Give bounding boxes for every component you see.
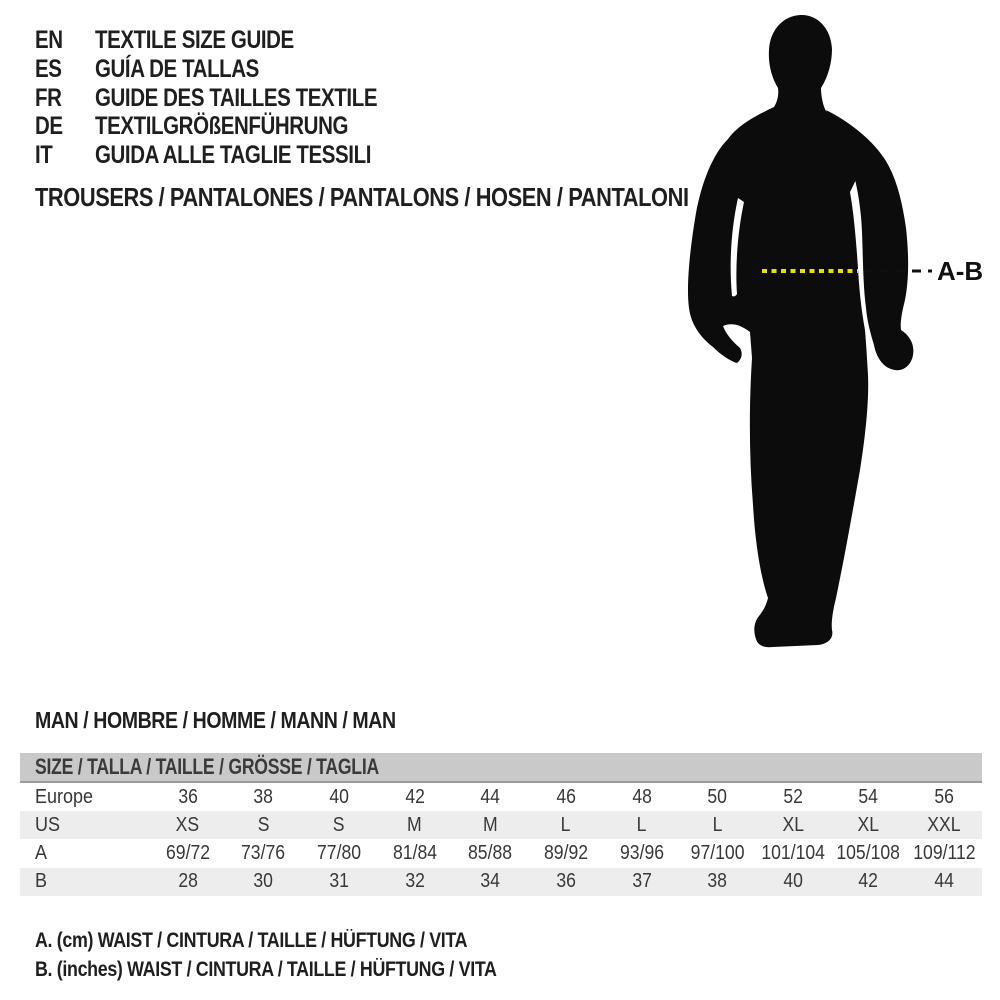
language-code: EN: [35, 25, 63, 54]
table-cell: 40: [783, 870, 803, 893]
language-label: GUIDE DES TAILLES TEXTILE: [95, 83, 378, 112]
table-cell: 109/112: [913, 841, 976, 864]
table-cell: 46: [556, 785, 576, 808]
language-label: GUIDA ALLE TAGLIE TESSILI: [95, 141, 371, 170]
table-cell: 105/108: [836, 841, 901, 864]
footnote-a-cm: A. (cm) WAIST / CINTURA / TAILLE / HÜFTUNG / VITA: [35, 928, 468, 952]
table-cell: 42: [404, 785, 425, 808]
table-cell: 52: [783, 785, 803, 808]
language-guide-list: [35, 26, 439, 170]
language-row-it: [35, 141, 439, 170]
table-cell: 73/76: [241, 841, 286, 864]
table-cell: S: [333, 813, 345, 836]
table-cell: 81/84: [392, 841, 437, 864]
language-code: FR: [35, 83, 62, 112]
size-table-header: [20, 753, 982, 783]
table-cell: 44: [480, 785, 501, 808]
table-cell: 48: [631, 785, 652, 808]
table-cell: 31: [329, 870, 349, 893]
row-label: Europe: [35, 785, 94, 808]
table-cell: 30: [253, 870, 274, 893]
table-cell: 69/72: [165, 841, 210, 864]
table-cell: 101/104: [761, 841, 825, 864]
table-cell: 36: [556, 870, 576, 893]
language-code: DE: [35, 112, 63, 141]
table-row-europe: [20, 783, 982, 811]
table-cell: L: [712, 813, 723, 836]
silhouette-body-shape: [688, 15, 868, 647]
table-cell: XL: [782, 813, 804, 836]
table-row-a-cm: [20, 839, 982, 867]
man-silhouette-figure: [680, 0, 990, 670]
language-label: TEXTILGRÖßENFÜHRUNG: [95, 112, 349, 141]
language-label: TEXTILE SIZE GUIDE: [95, 25, 294, 54]
table-row-us: [20, 811, 982, 839]
table-cell: 97/100: [690, 841, 745, 864]
table-cell: 50: [707, 785, 728, 808]
language-label: GUÍA DE TALLAS: [95, 54, 259, 83]
table-cell: 54: [858, 785, 879, 808]
table-cell: M: [407, 813, 423, 836]
table-cell: 42: [858, 870, 879, 893]
row-label: US: [35, 813, 61, 836]
table-cell: 38: [253, 785, 274, 808]
row-label: A: [35, 841, 48, 864]
table-cell: 36: [178, 785, 198, 808]
size-table-header-label: SIZE / TALLA / TAILLE / GRÖSSE / TAGLIA: [35, 754, 379, 779]
language-code: IT: [35, 141, 53, 170]
table-cell: 77/80: [317, 841, 362, 864]
table-cell: M: [483, 813, 498, 836]
table-cell: 44: [934, 870, 955, 893]
measurement-label-ab: A-B: [937, 256, 984, 286]
language-row-fr: [35, 84, 439, 113]
language-code: ES: [35, 54, 62, 83]
table-cell: 40: [329, 785, 349, 808]
table-cell: 32: [404, 870, 425, 893]
section-title-man: MAN / HOMBRE / HOMME / MANN / MAN: [35, 707, 396, 733]
table-cell: 38: [707, 870, 728, 893]
size-table: [20, 753, 982, 896]
table-cell: S: [257, 813, 270, 836]
man-silhouette-graphic: [680, 0, 990, 670]
language-row-es: [35, 55, 439, 84]
table-cell: 85/88: [468, 841, 513, 864]
table-cell: 56: [934, 785, 955, 808]
language-row-de: [35, 112, 439, 141]
garment-category-title: TROUSERS / PANTALONES / PANTALONS / HOSEN / PANTALONI: [35, 182, 689, 212]
row-label: B: [35, 870, 48, 893]
measurement-footnotes: [35, 926, 578, 984]
table-row-b-inches: [20, 868, 982, 896]
table-cell: L: [636, 813, 647, 836]
table-cell: XL: [857, 813, 880, 836]
language-row-en: [35, 26, 439, 55]
table-cell: 37: [631, 870, 652, 893]
table-cell: 93/96: [619, 841, 664, 864]
table-cell: L: [561, 813, 571, 836]
table-cell: XXL: [927, 813, 961, 836]
table-cell: XS: [176, 813, 200, 836]
table-cell: 28: [178, 870, 198, 893]
table-cell: 89/92: [543, 841, 589, 864]
table-cell: 34: [480, 870, 501, 893]
footnote-b-inches: B. (inches) WAIST / CINTURA / TAILLE / HÜFTUNG / VITA: [35, 957, 497, 981]
